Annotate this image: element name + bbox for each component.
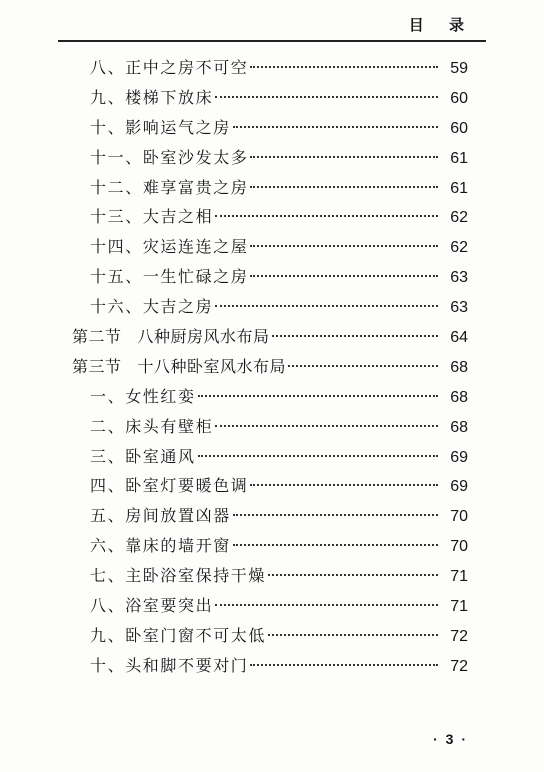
toc-entry-title: 大吉之相 [142,207,214,227]
toc-entry-number: 十五、 [90,267,143,287]
toc-entry-title: 灾运连连之屋 [142,237,249,257]
toc-entry-page: 62 [450,239,468,257]
toc-entry-number: 九、 [90,625,126,645]
toc-entry-title: 影响运气之房 [125,117,231,137]
toc-item-entry [72,83,468,113]
toc-item-entry [72,262,468,292]
toc-entry-title: 床头有壁柜 [125,416,214,436]
toc-entry-page: 63 [450,269,468,287]
dot-leader [233,126,438,128]
toc-entry-title: 女性红娈 [125,386,196,406]
toc-entry-page: 68 [450,358,468,376]
toc-entry-title: 十八种卧室风水布局 [137,356,287,376]
toc-entry-number: 十、 [90,655,126,675]
toc-entry-number: 八、 [90,58,126,77]
toc-item-entry [72,202,468,232]
toc-entry-number: 六、 [90,536,126,556]
toc-item-entry [72,232,468,262]
toc-entry-title: 楼梯下放床 [125,87,214,107]
toc-entry-number: 十、 [90,117,126,137]
toc-entry-number: 十三、 [90,207,143,227]
toc-entry-number: 八、 [90,596,126,616]
dot-leader [215,96,438,98]
toc-item-entry [72,501,468,531]
toc-entry-title: 浴室要突出 [125,596,214,616]
table-of-contents [72,53,468,681]
toc-entry-page: 71 [450,568,468,586]
dot-leader [233,544,438,546]
dot-leader [288,365,438,367]
toc-item-entry [72,531,468,561]
toc-entry-page: 68 [450,418,468,436]
dot-leader [250,664,438,666]
toc-entry-page: 64 [450,329,468,347]
toc-entry-title: 卧室通风 [125,446,196,466]
toc-entry-page: 59 [450,60,468,77]
toc-entry-number: 一、 [90,386,126,406]
toc-entry-title: 头和脚不要对门 [125,655,249,675]
toc-entry-page: 72 [450,657,468,675]
toc-item-entry [72,53,468,83]
toc-entry-number: 十六、 [90,297,143,317]
page-number: · 3 · [433,731,468,747]
dot-leader [250,156,438,158]
dot-leader [233,514,438,516]
toc-entry-title: 大吉之房 [142,297,214,317]
toc-entry-page: 72 [450,627,468,645]
dot-leader [268,634,438,636]
toc-entry-page: 70 [450,508,468,526]
toc-entry-title: 主卧浴室保持干燥 [125,566,267,586]
toc-entry-number: 十二、 [90,177,143,197]
toc-entry-number: 十一、 [90,147,143,167]
toc-item-entry [72,442,468,472]
toc-entry-title: 卧室沙发太多 [142,147,249,167]
dot-leader [215,425,438,427]
toc-item-entry [72,651,468,681]
toc-entry-number: 第三节 [72,356,122,376]
toc-entry-number: 五、 [90,506,126,526]
dot-leader [268,574,438,576]
toc-entry-page: 63 [450,299,468,317]
running-header: 目 录 [408,16,474,34]
toc-entry-page: 62 [450,209,468,227]
toc-entry-page: 70 [450,538,468,556]
toc-entry-page: 60 [450,119,468,137]
dot-leader [250,275,438,277]
toc-entry-title: 一生忙碌之房 [142,267,249,287]
dot-leader [250,245,438,247]
toc-item-entry [72,471,468,501]
toc-item-entry [72,173,468,203]
toc-entry-page: 68 [450,388,468,406]
toc-item-entry [72,561,468,591]
dot-leader [272,335,438,337]
toc-entry-number: 九、 [90,87,126,107]
toc-entry-page: 60 [450,89,468,107]
toc-entry-title: 房间放置凶器 [125,506,231,526]
dot-leader [215,604,438,606]
toc-entry-title: 难享富贵之房 [142,177,249,197]
toc-entry-page: 71 [450,598,468,616]
toc-entry-title: 靠床的墙开窗 [125,536,231,556]
toc-entry-page: 69 [450,448,468,466]
toc-entry-title: 卧室灯要暖色调 [125,476,249,496]
toc-entry-number: 四、 [90,476,126,496]
toc-entry-number: 十四、 [90,237,143,257]
toc-item-entry [72,621,468,651]
toc-item-entry [72,591,468,621]
dot-leader [198,395,438,397]
toc-item-entry [72,412,468,442]
dot-leader [250,186,438,188]
toc-entry-title: 卧室门窗不可太低 [125,625,267,645]
toc-section-entry [72,322,468,352]
dot-leader [215,215,438,217]
toc-item-entry [72,113,468,143]
toc-entry-title: 八种厨房风水布局 [137,327,270,347]
toc-item-entry [72,382,468,412]
toc-entry-page: 69 [450,478,468,496]
toc-entry-number: 七、 [90,566,126,586]
toc-entry-number: 二、 [90,416,126,436]
toc-entry-page: 61 [450,149,468,167]
toc-entry-number: 第二节 [72,327,122,347]
dot-leader [250,484,438,486]
dot-leader [198,455,438,457]
toc-entry-page: 61 [450,179,468,197]
toc-section-entry [72,352,468,382]
dot-leader [215,305,438,307]
dot-leader [250,66,438,68]
toc-entry-title: 正中之房不可空 [125,58,249,77]
toc-entry-number: 三、 [90,446,126,466]
toc-item-entry [72,143,468,173]
toc-item-entry [72,292,468,322]
header-rule [58,40,486,42]
